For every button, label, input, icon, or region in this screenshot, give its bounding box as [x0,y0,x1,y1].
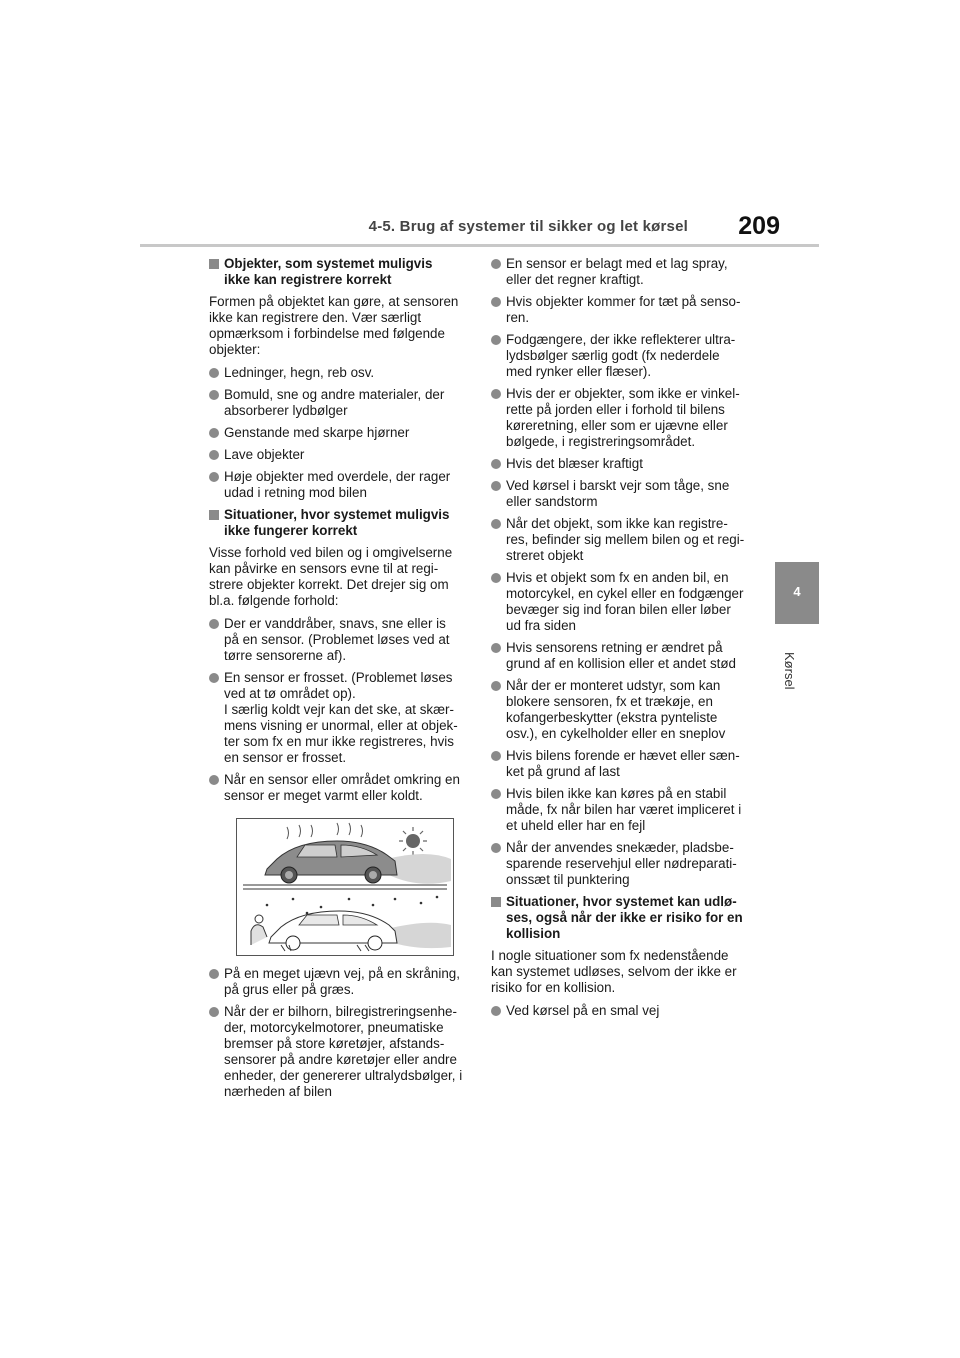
car-sensor-illustration [237,819,453,955]
chapter-number: 4 [793,584,801,599]
heat-waves-icon [287,823,363,839]
list-item: Der er vanddråber, snavs, sne eller is på en sensor. (Problemet løses ved at tørre sensorerne af). [209,616,471,664]
round-bullet-icon [209,1007,219,1017]
false-activation-paragraph: I nogle situationer som fx nedenstående kan systemet udløses, selvom der ikke er risiko for en kollision. [491,948,737,995]
list-item: Høje objekter med overdele, der rager udad i retning mod bilen [209,469,471,501]
list-item: Hvis objekter kommer for tæt på senso- ren. [491,294,753,326]
person-icon [251,925,267,945]
square-marker-icon [209,510,219,520]
round-bullet-icon [491,481,501,491]
object-list [209,365,471,501]
round-bullet-icon [491,789,501,799]
round-bullet-icon [491,519,501,529]
round-bullet-icon [491,297,501,307]
round-bullet-icon [209,450,219,460]
round-bullet-icon [491,389,501,399]
list-item: Bomuld, sne og andre materialer, der absorberer lydbølger [209,387,471,419]
right-column [491,256,753,1025]
list-item: Hvis sensorens retning er ændret på grund af en kollision eller et andet stød [491,640,753,672]
list-item: Når en sensor eller området omkring en sensor er meget varmt eller koldt. [209,772,471,804]
round-bullet-icon [491,459,501,469]
page-number: 209 [738,212,780,240]
section-title: 4-5. Brug af systemer til sikker og let kørsel [368,218,688,235]
sun-icon [406,834,420,848]
condition-list [209,616,471,804]
round-bullet-icon [209,390,219,400]
condition-list-continued [491,256,753,888]
false-activation-list [491,1003,753,1019]
round-bullet-icon [209,775,219,785]
surface-list [209,966,471,1100]
round-bullet-icon [209,472,219,482]
round-bullet-icon [491,573,501,583]
list-item: Hvis bilens forende er hævet eller sæn- ket på grund af last [491,748,753,780]
list-item: Når det objekt, som ikke kan registre- res, befinder sig mellem bilen og et regi- streret objekt [491,516,753,564]
list-item: På en meget ujævn vej, på en skråning, på grus eller på græs. [209,966,471,998]
section-heading-malfunction-situations: Situationer, hvor systemet muligvis ikke fungerer korrekt [209,507,471,539]
chapter-label: Kørsel [782,652,797,690]
section-heading-false-activation: Situationer, hvor systemet kan udlø- ses, også når der ikke er risiko for en kollision [491,894,753,942]
round-bullet-icon [209,428,219,438]
list-item: Hvis et objekt som fx en anden bil, en motorcykel, en cykel eller en fodgænger bevæger sig ind foran bilen eller løber ud fra siden [491,570,753,634]
list-item: Hvis bilen ikke kan køres på en stabil måde, fx når bilen har været impliceret i et uheld eller har en fejl [491,786,753,834]
situations-paragraph: Visse forhold ved bilen og i omgivelserne kan påvirke en sensors evne til at regi- strere objekter korrekt. Det drejer sig om bl.a. følgende forhold: [209,545,453,608]
chapter-tab[interactable] [775,562,819,624]
list-item: En sensor er frosset. (Problemet løses ved at tø området op). I særlig koldt vejr kan det ske, at skær- mens visning er unormal, eller at objek- ter som fx en mur ikke registreres, hvis en sensor er frosset. [209,670,471,766]
section-heading-undetectable-objects: Objekter, som systemet muligvis ikke kan registrere korrekt [209,256,471,288]
square-marker-icon [209,259,219,269]
page-header [368,212,780,246]
round-bullet-icon [209,368,219,378]
round-bullet-icon [491,843,501,853]
round-bullet-icon [491,643,501,653]
round-bullet-icon [491,335,501,345]
square-marker-icon [491,897,501,907]
sensor-illustration [236,818,454,956]
list-item: Fodgængere, der ikke reflekterer ultra- lydsbølger særlig godt (fx nederdele med rynker eller flæser). [491,332,753,380]
list-item: En sensor er belagt med et lag spray, eller det regner kraftigt. [491,256,753,288]
list-item: Lave objekter [209,447,471,463]
list-item: Ved kørsel på en smal vej [491,1003,753,1019]
list-item: Når der anvendes snekæder, pladsbe- sparende reservehjul eller nødreparati- onssæt til punktering [491,840,753,888]
list-item: Når der er bilhorn, bilregistreringsenhe- der, motorcykelmotorer, pneumatiske bremser på store køretøjer, afstands- sensorer på andre køretøjer eller andre enheder, der genererer ultralydsbølger, i nærheden af bilen [209,1004,471,1100]
left-column [209,256,471,1106]
round-bullet-icon [491,259,501,269]
list-item: Hvis det blæser kraftigt [491,456,753,472]
list-item: Ved kørsel i barskt vejr som tåge, sne eller sandstorm [491,478,753,510]
round-bullet-icon [209,673,219,683]
header-divider [140,244,819,247]
round-bullet-icon [209,969,219,979]
list-item: Når der er monteret udstyr, som kan blokere sensoren, fx et trækøje, en kofangerbeskytter (ekstra pynteliste osv.), en cykelholder eller en sneplov [491,678,753,742]
round-bullet-icon [491,751,501,761]
round-bullet-icon [491,681,501,691]
list-item: Ledninger, hegn, reb osv. [209,365,471,381]
list-item: Genstande med skarpe hjørner [209,425,471,441]
round-bullet-icon [209,619,219,629]
intro-paragraph: Formen på objektet kan gøre, at sensoren ikke kan registrere den. Vær særligt opmærksom i forbindelse med følgende objekter: [209,294,459,357]
list-item: Hvis der er objekter, som ikke er vinkel- rette på jorden eller i forhold til bilens køreretning, eller som er ujævne eller bølgede, i registreringsområdet. [491,386,753,450]
round-bullet-icon [491,1006,501,1016]
